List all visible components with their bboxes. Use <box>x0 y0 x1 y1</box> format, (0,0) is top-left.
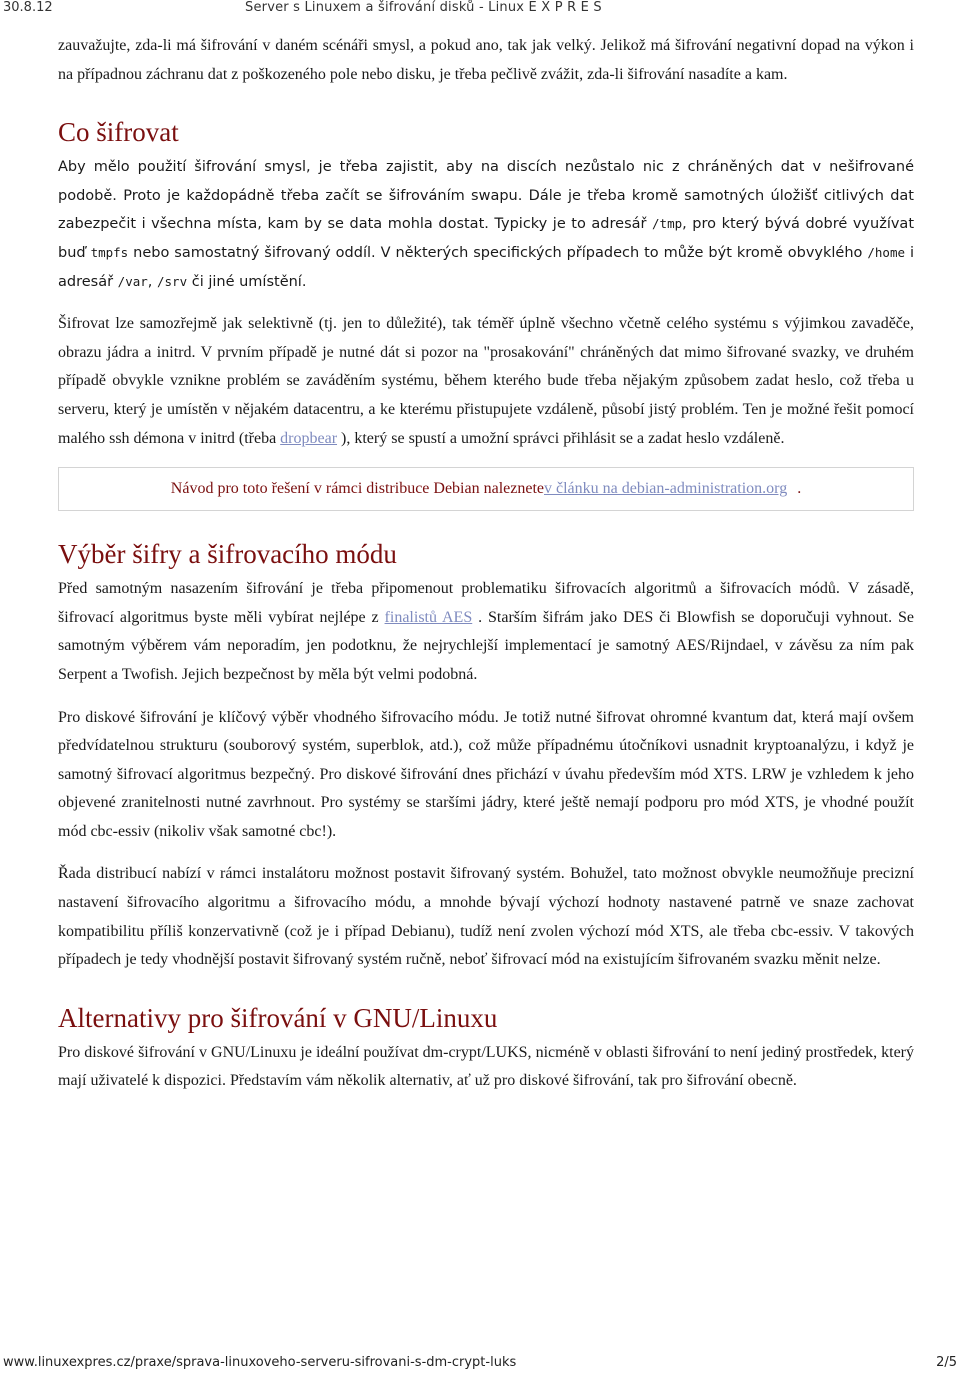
intro-paragraph: zauvažujte, zda-li má šifrování v daném scénáři smysl, a pokud ano, tak jak velký. Jelikož má šifrování negativní dopad na výkon i na případnou záchranu dat z poškozeného pole nebo disku, je třeba pečlivě zvážit, zda-li šifrování nasadíte a kam. <box>58 37 914 83</box>
link-finaliste-aes[interactable]: finalistů AES <box>384 608 473 626</box>
print-url: www.linuxexpres.cz/praxe/sprava-linuxoveho-serveru-sifrovani-s-dm-crypt-luks <box>3 1355 517 1370</box>
link-debian-administration[interactable]: v článku na debian-administration.org <box>544 480 788 498</box>
text: i adresář <box>58 244 914 290</box>
note-text: Návod pro toto řešení v rámci distribuce Debian naleznete <box>170 480 544 498</box>
article-content <box>58 32 914 1110</box>
text: , <box>147 273 157 290</box>
heading-vyber-sifry: Výběr šifry a šifrovacího módu <box>58 539 397 570</box>
code-srv: /srv <box>157 273 188 289</box>
text: Aby mělo použití šifrování smysl, je třeba zajistit, aby na discích nezůstalo nic z chráněných dat v nešifrované podobě. Proto je každopádně třeba začít se šifrováním swapu. Dále je třeba kromě samotných úložišť citlivých dat zabezpečit i všechna místa, kam by se data mohla dostat. Typicky je to adresář <box>58 159 914 233</box>
page-number: 2/5 <box>936 1355 957 1370</box>
text: Před samotným nasazením šifrování je třeba připomenout problematiku šifrovacích algoritmů a šifrovacích módů. V zásadě, šifrovací algoritmus byste měli vybírat nejlépe z <box>58 580 914 626</box>
note-end: . <box>797 480 802 498</box>
text: nebo samostatný šifrovaný oddíl. V některých specifických případech to může být kromě obvyklého <box>128 244 868 261</box>
heading-alternativy: Alternativy pro šifrování v GNU/Linuxu <box>58 1002 498 1033</box>
paragraph-cipher-modes: Pro diskové šifrování je klíčový výběr vhodného šifrovacího módu. Je totiž nutné šifrovat ohromné kvantum dat, která mají ovšem předvídatelnou strukturu (souborový systém, superblok, atd.), což může případnému útočníkovi usnadnit kryptoanalýzu, i když je samotný šifrovací algoritmus bezpečný. Pro diskové šifrování dnes přichází v úvahu především mód XTS. LRW je vzhledem k jeho objevené zranitelnosti nutné zavrhnout. Pro systémy se staršími jádry, které ještě nemají podporu pro mód XTS, je vhodné použít mód cbc-essiv (nikoliv však samotné cbc!). <box>58 708 914 840</box>
text: , pro který bývá dobré využívat buď <box>58 216 914 261</box>
code-tmp: /tmp <box>652 216 683 232</box>
heading-co-sifrovat: Co šifrovat <box>58 117 179 148</box>
text: ), který se spustí a umožní správci přihlásit se a zadat heslo vzdáleně. <box>337 429 785 447</box>
paragraph-cipher-algorithms <box>58 575 914 689</box>
code-tmpfs: tmpfs <box>90 244 129 260</box>
code-home: /home <box>867 244 906 260</box>
print-date: 30.8.12 <box>3 0 53 15</box>
debian-note-box <box>58 467 914 511</box>
paragraph-alternatives: Pro diskové šifrování v GNU/Linuxu je ideální používat dm-crypt/LUKS, nicméně v oblasti šifrování to není jediný prostředek, který mají uživatelé k dispozici. Představím vám několik alternativ, ať už pro diskové šifrování, tak pro šifrování obecně. <box>58 1043 914 1090</box>
link-dropbear[interactable]: dropbear <box>280 429 338 447</box>
code-var: /var <box>117 273 148 289</box>
text: Šifrovat lze samozřejmě jak selektivně (tj. jen to důležité), tak téměř úplně všechno včetně celého systému s výjimkou zavaděče, obrazu jádra a initrd. V prvním případě je nutné dát si pozor na "prosakování" chráněných dat mimo šifrované svazky, ve druhém případě obvykle vznikne problém se zaváděním systému, během kterého bude třeba nějakým způsobem zadat heslo, což třeba u serveru, který je umístěn v nějakém datacentru, a ke kterému přistupujete vzdáleně, působí jistý problém. Ten je možné řešit pomocí malého ssh démona v initrd (třeba <box>58 315 914 447</box>
paragraph-selective-encryption <box>58 310 914 453</box>
text: . Starším šifrám jako DES či Blowfish se doporučuji vyhnout. Se samotným výběrem vám neporadím, jen podotknu, že nejrychlejší implementací je samotný AES/Rijndael, v závěsu za ním pak Serpent a Twofish. Jejich bezpečnost by měla být velmi podobná. <box>58 608 914 683</box>
print-header <box>0 0 960 20</box>
print-page-title: Server s Linuxem a šifrování disků - Linux E X P R E S <box>245 0 602 15</box>
print-footer <box>0 1355 960 1375</box>
paragraph-distributions: Řada distribucí nabízí v rámci instalátoru možnost postavit šifrovaný systém. Bohužel, tato možnost obvykle neumožňuje precizní nastavení šifrovacího algoritmu a šifrovacího módu, a mnohde bývají výchozí hodnoty nastavené patrně ve snaze zachovat kompatibilitu příliš konzervativně (což je i případ Debianu), tudíž není zvolen výchozí mód XTS, ale třeba cbc-essiv. V takových případech je tedy vhodnější postavit šifrovaný systém ručně, neboť šifrovací mód na existujícím šifrovaném svazku měnit nelze. <box>58 865 914 969</box>
paragraph-co-sifrovat <box>58 153 914 296</box>
text: či jiné umístění. <box>187 273 307 290</box>
